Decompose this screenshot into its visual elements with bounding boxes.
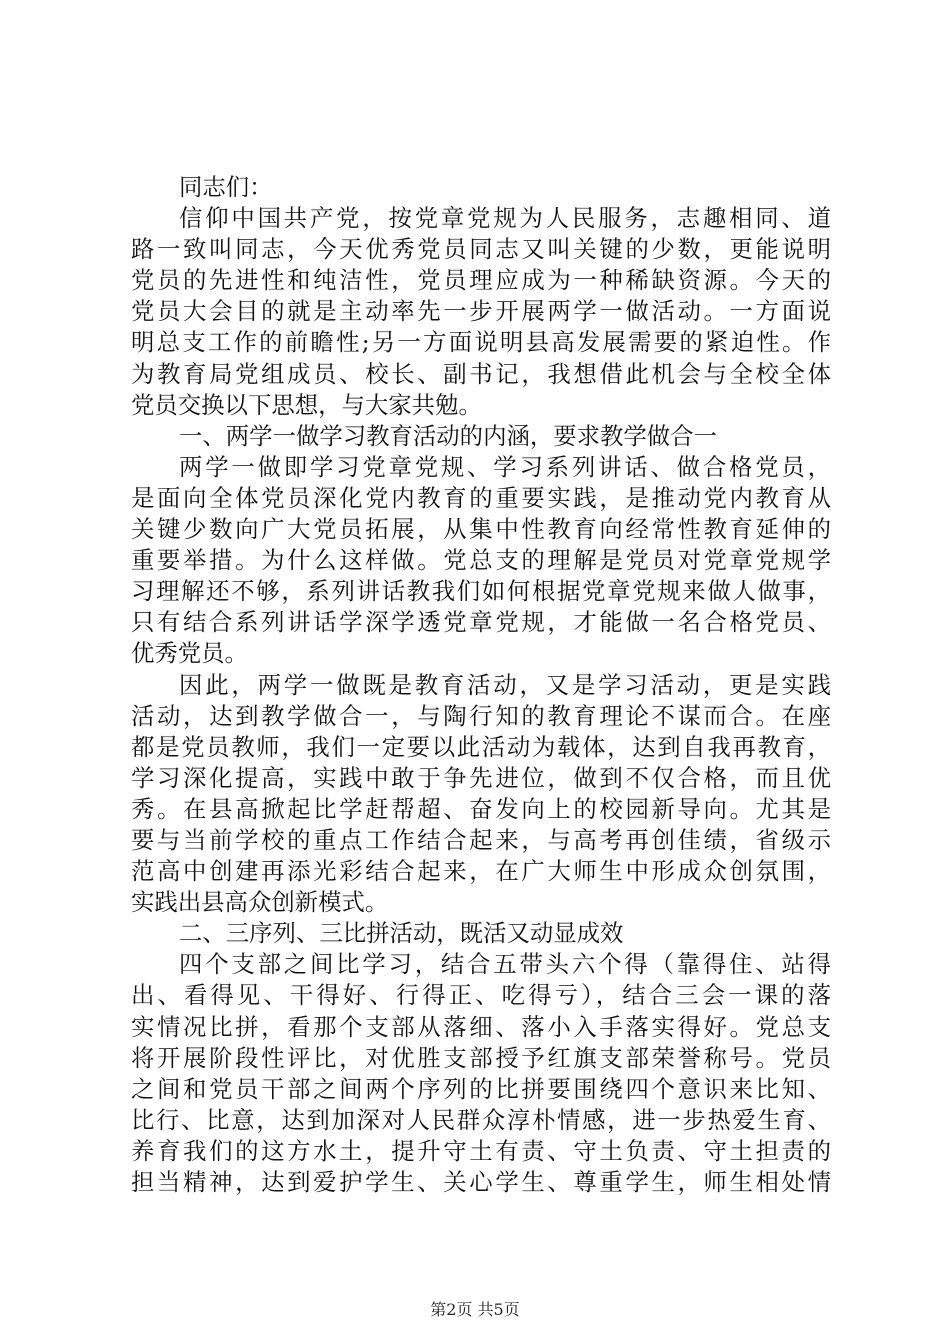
paragraph-line: 之间和党员干部之间两个序列的比拼要围绕四个意识来比知、	[131, 1074, 831, 1103]
paragraph-line: 比行、比意，达到加深对人民群众淳朴情感，进一步热爱生育、	[131, 1105, 831, 1134]
paragraph-line: 出、看得见、干得好、行得正、吃得亏），结合三会一课的落	[131, 981, 831, 1010]
paragraph-line: 学习深化提高，实践中敢于争先进位，做到不仅合格，而且优	[131, 763, 831, 792]
paragraph-line: 重要举措。为什么这样做。党总支的理解是党员对党章党规学	[131, 546, 831, 575]
paragraph-line: 四个支部之间比学习，结合五带头六个得（靠得住、站得	[179, 950, 831, 979]
paragraph-line: 将开展阶段性评比，对优胜支部授予红旗支部荣誉称号。党员	[131, 1043, 831, 1072]
section-heading: 一、两学一做学习教育活动的内涵，要求教学做合一	[179, 421, 717, 450]
paragraph-line: 养育我们的这方水土，提升守土有责、守土负责、守土担责的	[131, 1136, 831, 1165]
paragraph-line: 党员大会目的就是主动率先一步开展两学一做活动。一方面说	[131, 297, 831, 326]
paragraph-line: 党员交换以下思想，与大家共勉。	[131, 390, 482, 419]
section-heading: 二、三序列、三比拼活动，既活又动显成效	[179, 919, 624, 948]
paragraph-line: 为教育局党组成员、校长、副书记，我想借此机会与全校全体	[131, 359, 831, 388]
paragraph-line: 党员的先进性和纯洁性，党员理应成为一种稀缺资源。今天的	[131, 266, 831, 295]
paragraph-line: 秀。在县高掀起比学赶帮超、奋发向上的校园新导向。尤其是	[131, 794, 831, 823]
paragraph-line: 活动，达到教学做合一，与陶行知的教育理论不谋而合。在座	[131, 701, 831, 730]
paragraph-line: 关键少数向广大党员拓展，从集中性教育向经常性教育延伸的	[131, 515, 831, 544]
document-body	[131, 172, 831, 1198]
paragraph-line: 范高中创建再添光彩结合起来，在广大师生中形成众创氛围，	[131, 857, 831, 886]
paragraph-line: 都是党员教师，我们一定要以此活动为载体，达到自我再教育，	[131, 732, 831, 761]
paragraph-line: 两学一做即学习党章党规、学习系列讲话、做合格党员，	[179, 452, 831, 481]
paragraph-line: 因此，两学一做既是教育活动，又是学习活动，更是实践	[179, 670, 831, 699]
page-number-footer: 第2页 共5页	[430, 1300, 520, 1319]
paragraph-line: 信仰中国共产党，按党章党规为人民服务，志趣相同、道	[179, 204, 831, 233]
salutation: 同志们：	[179, 173, 273, 201]
paragraph-line: 要与当前学校的重点工作结合起来，与高考再创佳绩，省级示	[131, 825, 831, 854]
paragraph-line: 担当精神，达到爱护学生、关心学生、尊重学生，师生相处情	[131, 1168, 831, 1196]
paragraph-line: 实践出县高众创新模式。	[131, 888, 389, 917]
paragraph-line: 实情况比拼，看那个支部从落细、落小入手落实得好。党总支	[131, 1012, 831, 1041]
paragraph-line: 是面向全体党员深化党内教育的重要实践，是推动党内教育从	[131, 483, 831, 512]
paragraph-line: 明总支工作的前瞻性;另一方面说明县高发展需要的紧迫性。作	[131, 328, 831, 357]
paragraph-line: 只有结合系列讲话学深学透党章党规，才能做一名合格党员、	[131, 608, 831, 637]
paragraph-line: 习理解还不够，系列讲话教我们如何根据党章党规来做人做事，	[131, 577, 831, 606]
paragraph-line: 路一致叫同志，今天优秀党员同志又叫关键的少数，更能说明	[131, 235, 831, 264]
paragraph-line: 优秀党员。	[131, 639, 248, 668]
